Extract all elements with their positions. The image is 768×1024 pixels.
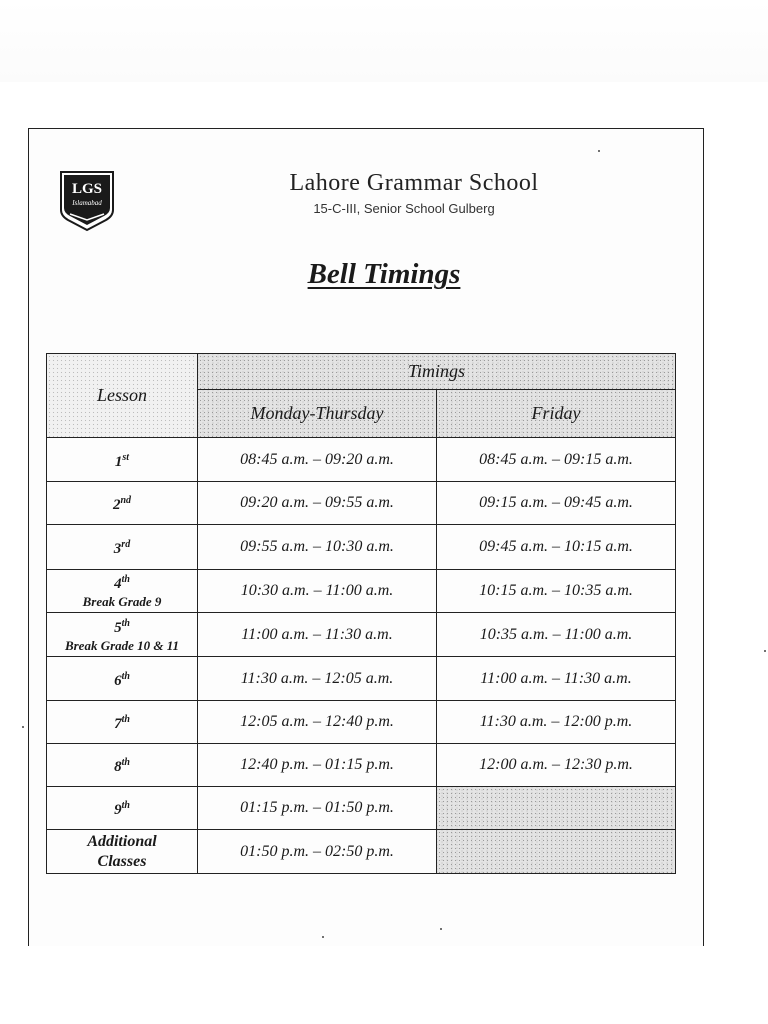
lesson-cell: 4th Break Grade 9 <box>47 570 198 613</box>
time-friday-empty <box>437 787 676 830</box>
lesson-note: Break Grade 10 & 11 <box>64 637 180 653</box>
table-row <box>47 482 676 525</box>
lesson-cell: 3rd <box>47 525 198 570</box>
table-body <box>47 438 676 874</box>
logo-subtext: Islamabad <box>72 199 102 207</box>
time-mon-thu: 12:40 p.m. – 01:15 p.m. <box>198 744 437 787</box>
time-friday: 11:30 a.m. – 12:00 p.m. <box>437 701 676 744</box>
bell-timings-table <box>46 353 676 874</box>
time-mon-thu: 11:30 a.m. – 12:05 a.m. <box>198 657 437 701</box>
time-mon-thu: 09:20 a.m. – 09:55 a.m. <box>198 482 437 525</box>
time-friday: 10:35 a.m. – 11:00 a.m. <box>437 613 676 657</box>
lesson-cell: 5th Break Grade 10 & 11 <box>47 613 198 657</box>
time-mon-thu: 12:05 a.m. – 12:40 p.m. <box>198 701 437 744</box>
time-mon-thu: 11:00 a.m. – 11:30 a.m. <box>198 613 437 657</box>
scan-margin-top <box>0 0 768 82</box>
time-friday: 09:45 a.m. – 10:15 a.m. <box>437 525 676 570</box>
time-friday: 12:00 a.m. – 12:30 p.m. <box>437 744 676 787</box>
time-friday: 11:00 a.m. – 11:30 a.m. <box>437 657 676 701</box>
header-lesson: Lesson <box>47 354 198 438</box>
table-row <box>47 701 676 744</box>
lesson-cell: 9th <box>47 787 198 830</box>
time-friday-empty <box>437 830 676 874</box>
time-mon-thu: 01:50 p.m. – 02:50 p.m. <box>198 830 437 874</box>
time-mon-thu: 01:15 p.m. – 01:50 p.m. <box>198 787 437 830</box>
time-friday: 08:45 a.m. – 09:15 a.m. <box>437 438 676 482</box>
lesson-cell: 2nd <box>47 482 198 525</box>
table-row <box>47 830 676 874</box>
table-row <box>47 525 676 570</box>
school-address: 15-C-III, Senior School Gulberg <box>313 201 495 216</box>
scan-speck <box>322 936 324 938</box>
table-row <box>47 787 676 830</box>
table-row <box>47 438 676 482</box>
header-friday: Friday <box>437 390 676 438</box>
lesson-cell: 7th <box>47 701 198 744</box>
time-mon-thu: 08:45 a.m. – 09:20 a.m. <box>198 438 437 482</box>
header-timings: Timings <box>198 354 676 390</box>
lesson-note: Break Grade 9 <box>82 594 162 609</box>
table-row <box>47 744 676 787</box>
lesson-cell-additional: Additional Classes <box>47 830 198 874</box>
table-row <box>47 613 676 657</box>
time-friday: 10:15 a.m. – 10:35 a.m. <box>437 570 676 613</box>
scan-speck <box>598 150 600 152</box>
time-mon-thu: 10:30 a.m. – 11:00 a.m. <box>198 570 437 613</box>
lesson-cell: 1st <box>47 438 198 482</box>
lesson-cell: 6th <box>47 657 198 701</box>
header-monday-thursday: Monday-Thursday <box>198 390 437 438</box>
time-mon-thu: 09:55 a.m. – 10:30 a.m. <box>198 525 437 570</box>
logo-text: LGS <box>71 181 103 197</box>
scan-speck <box>22 726 24 728</box>
table-row <box>47 657 676 701</box>
lesson-cell: 8th <box>47 744 198 787</box>
scan-speck <box>440 928 442 930</box>
time-friday: 09:15 a.m. – 09:45 a.m. <box>437 482 676 525</box>
scan-margin-bottom <box>0 946 768 1024</box>
document-title: Bell Timings <box>307 258 461 290</box>
scan-speck <box>764 650 766 652</box>
school-name: Lahore Grammar School <box>289 170 539 196</box>
table-row <box>47 570 676 613</box>
